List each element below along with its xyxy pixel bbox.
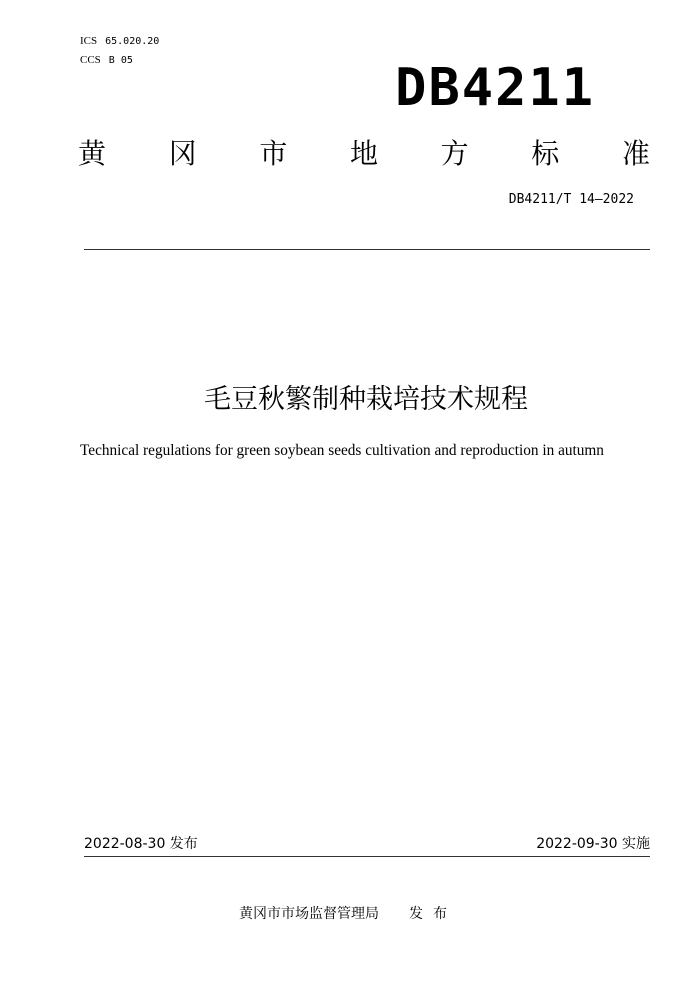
bottom-divider — [84, 856, 650, 857]
standard-type-char: 标 — [531, 137, 560, 170]
ccs-classification — [80, 53, 133, 68]
document-title-chinese: 毛豆秋繁制种栽培技术规程 — [204, 384, 528, 415]
top-divider — [84, 249, 650, 250]
publisher-name: 黄冈市市场监督管理局 — [239, 906, 379, 922]
ics-label: ICS — [80, 35, 98, 47]
standard-number: DB4211/T 14—2022 — [508, 192, 634, 207]
ics-classification — [80, 34, 159, 49]
publisher-line — [239, 904, 457, 924]
standard-type-char: 冈 — [168, 137, 197, 170]
standard-type-char: 地 — [349, 137, 378, 170]
standard-code-logo: DB4211 — [395, 58, 595, 118]
implementation-date: 2022-09-30 实施 — [536, 836, 650, 852]
issue-date: 2022-08-30 发布 — [84, 836, 198, 852]
standard-type-char: 市 — [259, 137, 288, 170]
standard-type-char: 准 — [621, 137, 650, 170]
ccs-code: B 05 — [108, 55, 133, 66]
publisher-label: 发布 — [409, 906, 457, 922]
standard-type-char: 黄 — [78, 137, 107, 170]
standard-type-char: 方 — [440, 137, 469, 170]
document-title-english: Technical regulations for green soybean seeds cultivation and reproduction in autumn — [80, 442, 604, 459]
standard-type-title — [78, 134, 650, 174]
ics-code: 65.020.20 — [105, 36, 160, 47]
ccs-label: CCS — [80, 54, 101, 66]
